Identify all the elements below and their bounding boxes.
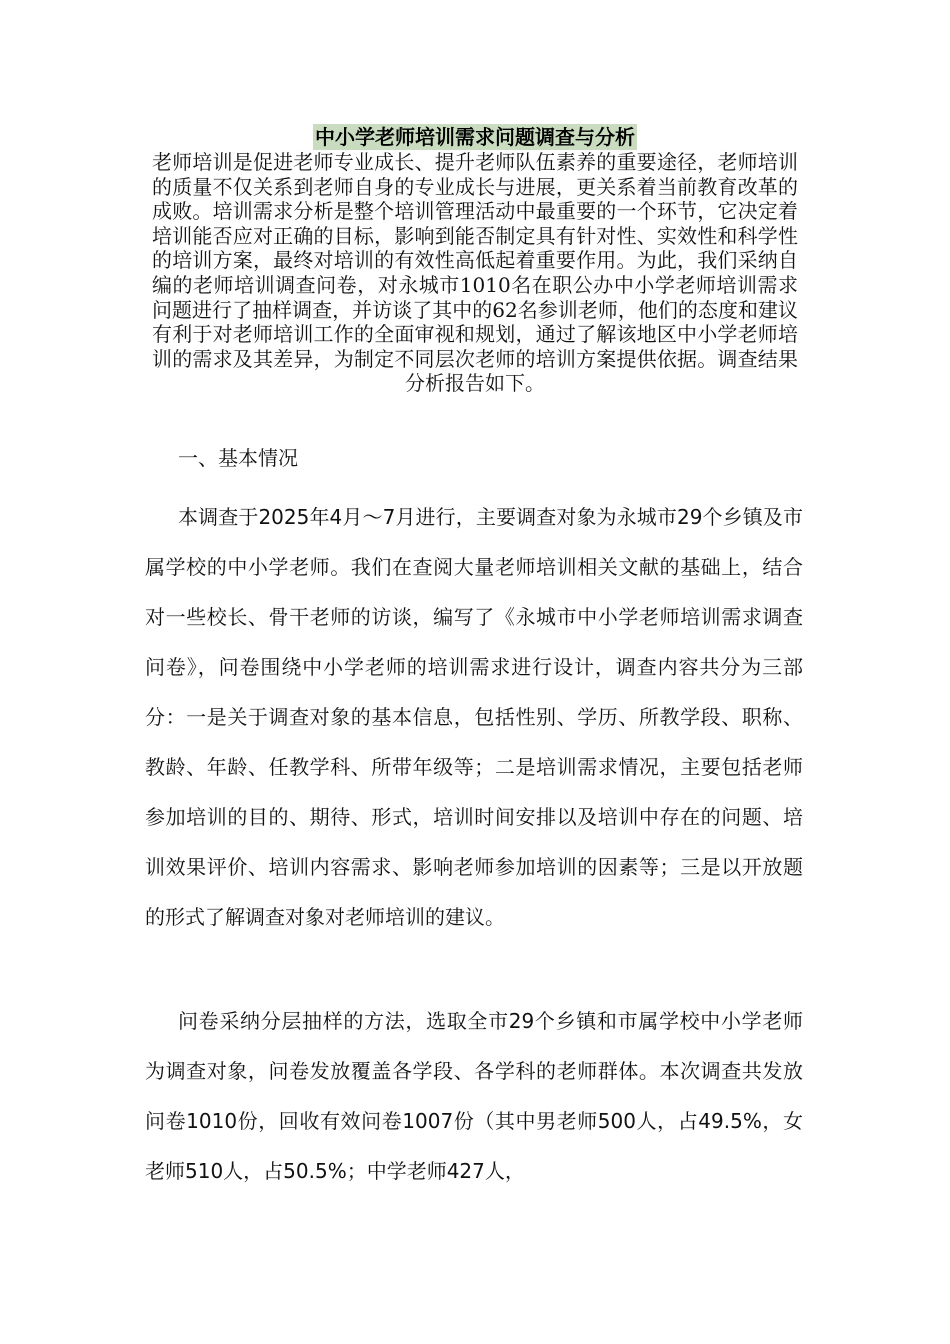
body-paragraph-1: 本调查于2025年4月～7月进行，主要调查对象为永城市29个乡镇及市属学校的中小学老师。我们在查阅大量老师培训相关文献的基础上，结合对一些校长、骨干老师的访谈，编写了《永城市中小学老师培训需求调查问卷》，问卷围绕中小学老师的培训需求进行设计，调查内容共分为三部分：一是关于调查对象的基本信息，包括性别、学历、所教学段、职称、教龄、年龄、任教学科、所带年级等；二是培训需求情况，主要包括老师参加培训的目的、期待、形式，培训时间安排以及培训中存在的问题、培训效果评价、培训内容需求、影响老师参加培训的因素等；三是以开放题的形式了解调查对象对老师培训的建议。 [145, 505, 803, 929]
title-container [0, 124, 950, 150]
body-paragraph-2: 问卷采纳分层抽样的方法，选取全市29个乡镇和市属学校中小学老师为调查对象，问卷发放覆盖各学段、各学科的老师群体。本次调查共发放问卷1010份，回收有效问卷1007份（其中男老师500人，占49.5%，女老师510人，占50.5%；中学老师427人， [145, 1009, 803, 1183]
document-title: 中小学老师培训需求问题调查与分析 [315, 125, 635, 149]
intro-paragraph: 老师培训是促进老师专业成长、提升老师队伍素养的重要途径，老师培训的质量不仅关系到老师自身的专业成长与进展，更关系着当前教育改革的成败。培训需求分析是整个培训管理活动中最重要的一个环节，它决定着培训能否应对正确的目标，影响到能否制定具有针对性、实效性和科学性的培训方案，最终对培训的有效性高低起着重要作用。为此，我们采纳自编的老师培训调查问卷，对永城市1010名在职公办中小学老师培训需求问题进行了抽样调查，并访谈了其中的62名参训老师，他们的态度和建议有利于对老师培训工作的全面审视和规划，通过了解该地区中小学老师培训的需求及其差异，为制定不同层次老师的培训方案提供依据。调查结果分析报告如下。 [152, 150, 798, 396]
section-heading-basic-info: 一、基本情况 [178, 446, 298, 470]
